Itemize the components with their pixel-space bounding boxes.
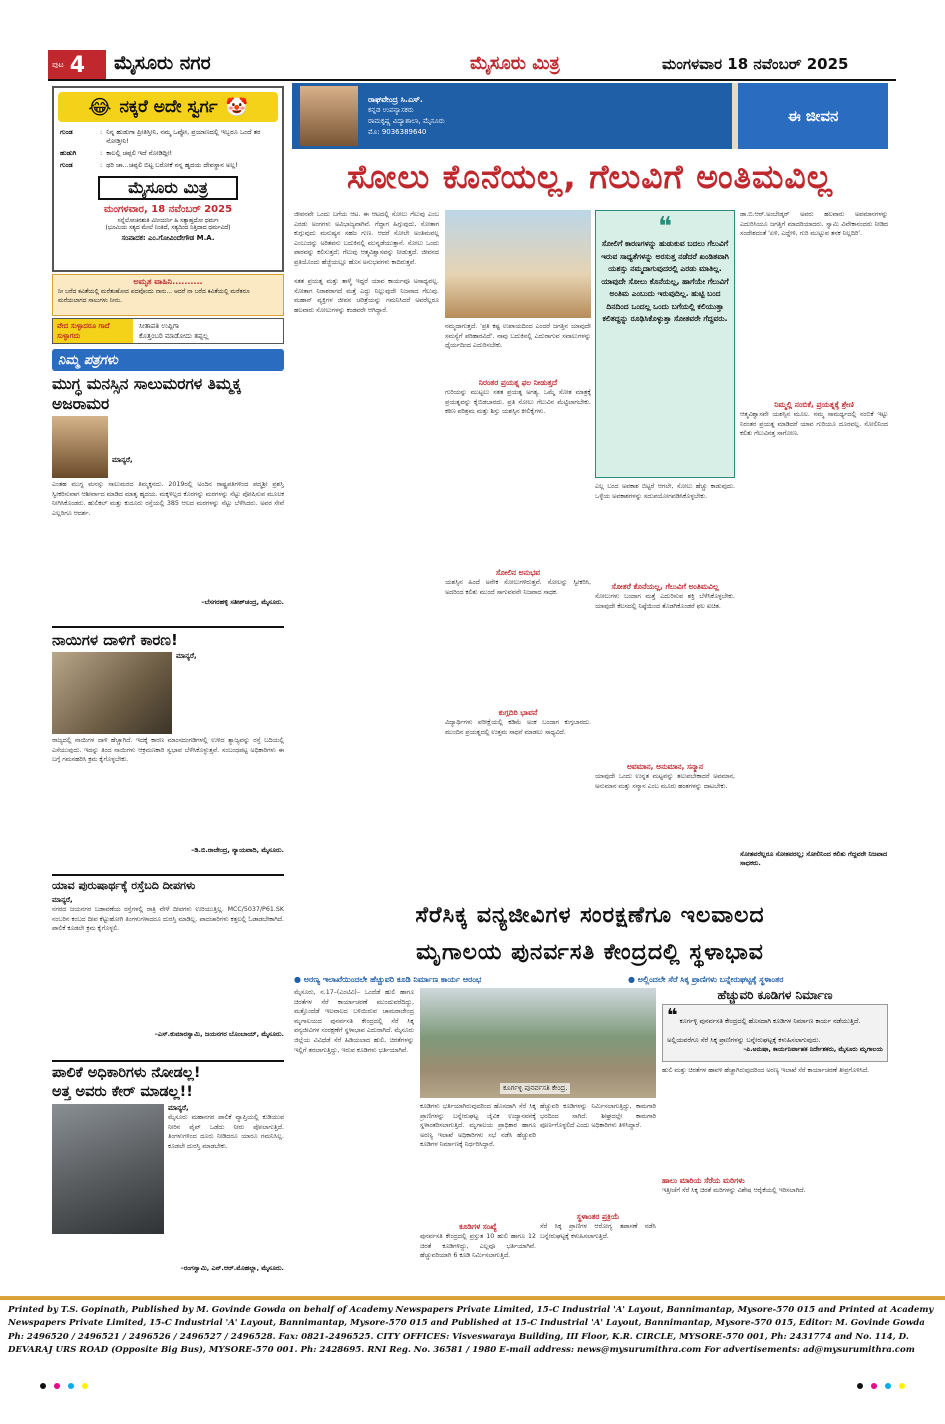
dogs-photo	[52, 652, 172, 734]
proverb-box: ವೇದ ಸುಳ್ಳಾದರೂ ಗಾದೆ ಸುಳ್ಳಾಗದು ಸೀತಾಪತಿ ಉಪ್ಪಿಗಾ ಕೊತ್ತಂಬರಿ ಮಾಡೋದು ತಪ್ಪಲ್ಲ	[52, 318, 284, 344]
photo-caption: ಕೂರ್ಗಳ್ಳಿ ಪುನರ್ವಸತಿ ಕೇಂದ್ರ.	[500, 1083, 570, 1094]
letter-3-title: ಯಾವ ಪುರುಷಾರ್ಥಕ್ಕೆ ರಸ್ತೆಬದಿ ದೀಪಗಳು	[52, 874, 284, 893]
letters-heading: ನಿಮ್ಮ ಪತ್ರಗಳು	[52, 349, 284, 371]
zoo-col-1: ಮೈಸೂರು, ನ.17–(ಎಂಟಿವಿ)– ಒಂದೆಡೆ ಹುಲಿ ಹಾಗೂ ಚಿರತೆಗಳ ಸೆರೆ ಕಾರ್ಯಾಚರಣೆ ಮುಂದುವರೆದಿದ್ದು, ಮತ್ತೊಂದೆಡೆ ಇಲವಾಲದ ಬಳಿಯಿರುವ ಚಾಮರಾಜೇಂದ್ರ ಮೃಗಾಲಯದ ಪುನರ್ವಸತಿ ಕೇಂದ್ರದಲ್ಲಿ ಸೆರೆ ಸಿಕ್ಕ ವನ್ಯಜೀವಿಗಳ ಸಂರಕ್ಷಣೆಗೆ ಸ್ಥಳಾಭಾವ ಎದುರಾಗಿದೆ. ಮೈಸೂರು ಜಿಲ್ಲೆಯ ವಿವಿಧೆಡೆ ಸೆರೆ ಹಿಡಿಯಲಾದ ಹುಲಿ, ಚಿರತೆಗಳನ್ನು ಇಲ್ಲಿಗೆ ತರಲಾಗುತ್ತಿದ್ದು, ಇರುವ ಕೂಡಿಗಳು ಭರ್ತಿಯಾಗಿವೆ.	[294, 989, 417, 1054]
zoo-box-title: ಹೆಚ್ಚುವರಿ ಕೂಡಿಗಳ ನಿರ್ಮಾಣ	[717, 988, 833, 1002]
zoo-headline-2: ಮೃಗಾಲಯ ಪುನರ್ವಸತಿ ಕೇಂದ್ರದಲ್ಲಿ ಸ್ಥಳಾಭಾವ	[416, 940, 764, 965]
comedy-box: 😂 ನಕ್ಕರೆ ಅದೇ ಸ್ವರ್ಗ 🤡 ಗುಂಡ : ನಿನ್ನ ಹುಡುಗಾ ಪ್ರೀತಿಸ್ತೀನಿ, ನಮ್ಮ ಒಪ್ಪೋ, ಪ್ರಯಾಣದಲ್ಲಿ ಇಬ್ಬರೂ ಒಂದೆ ತರ ನೋಡ್ತೀನಿ! ಹುಡುಗಿ : ಕಾಲಲ್ಲಿ ಚಪ್ಪಲಿ ಇದೆ ನೋಡಿದ್ಲೀ! ಗುಂಡ : ಥರಿ ಚಾ...ಚಪ್ಪಲಿ ಬಿಟ್ಟ ಬರೋಕೆ ನನ್ನ ಹೃದಯ ದೇವಸ್ಥಾನ ಅಲ್ಲ! ಮೈಸೂರು ಮಿತ್ರ ಮಂಗಳವಾರ, 18 ನವೆಂಬರ್ 2025 ಸನ್ನೆಲೋಚನಶುತಿ ವಿನೀಯರ್ನಿ ಹಿ ಸತ್ಯಾಹ್ತದೋ ಧರ್ಮಃ (ಭೂಮಿಯ ಸತ್ಯದ ಮೇಲೆ ನಿಂತಿದೆ, ಸತ್ಯದಿಂದ ನಿತ್ತಿದಾದ ಧರ್ಮವಿದೆ) ಸಂಪಾದಕ: ಎಂ.ಗೋವಿಂದೇಗೌಡ M.A.	[52, 86, 284, 272]
quote-mark-icon: ❝	[658, 212, 672, 242]
article-col-4: ಡಾ.ಬಿ.ಆರ್.ಅಂಬೇಡ್ಕರ್ ಅವರು ಹಲವಾರು ಅವಮಾನಗಳನ್ನು ಎದುರಿಸಿಯೂ ಜಗತ್ತಿಗೆ ಮಾದರಿಯಾದರು. ಸ್ವಾಮಿ ವಿವೇಕಾನಂದರು ನೀಡಿದ ಸಂದೇಶದಂತೆ 'ಏಳಿ, ಎದ್ದೇಳಿ, ಗುರಿ ಮುಟ್ಟುವ ತನಕ ನಿಲ್ಲದಿರಿ'. ನಿಮ್ಮಲ್ಲಿ ನಂಬಿಕೆ, ಪ್ರಯತ್ನಕ್ಕೆ ಶ್ರೇಣಿ ಆತ್ಮವಿಶ್ವಾಸವೇ ಯಶಸ್ಸಿನ ಮೂಲ. ನಮ್ಮ ಸಾಮರ್ಥ್ಯದಲ್ಲಿ ನಂಬಿಕೆ ಇಟ್ಟು ನಿರಂತರ ಪ್ರಯತ್ನ ಮಾಡಿದರೆ ಯಾವ ಗುರಿಯೂ ದೂರವಲ್ಲ. ಸೋಲಿನಿಂದ ಕಲಿತು ಗೆಲುವಿನತ್ತ ಸಾಗೋಣ. ಸೋತವರೆಲ್ಲರೂ ಸೋತವರಲ್ಲ; ಸೋಲಿನಿಂದ ಕಲಿತು ಗೆದ್ದವರೇ ನಿಜವಾದ ಸಾಧಕರು.	[740, 211, 891, 867]
sidebox-date: ಮಂಗಳವಾರ, 18 ನವೆಂಬರ್ 2025	[103, 204, 233, 215]
amrutha-box: ಅಮೃತ ವಾಹಿನಿ.......... ನೀ ಬರೆದ ಕವಿತೆಯಲ್ಲಿ ಮರೆತುಹೋದ ಪದವೊಂದು ನಾನು... ಆದರೆ ನಾ ಬರೆದ ಕವಿತೆಯಲ್ಲಿ ಮರೆತರೂ ಮರೆಯಲಾಗದ ಸಾಲುಗಳು ನೀನು.	[52, 274, 284, 316]
article-col-1: ಜೀವನವೇ ಒಂದು ಬಗೆಯ ಆಟ. ಈ ಆಟದಲ್ಲಿ ಸೋಲು ಗೆಲುವು ಎಂಬ ಎರಡು ಅಂಗಗಳು ಅವಿಭಾಜ್ಯವಾಗಿವೆ. ಗೆದ್ದಾಗ ಹಿಗ್ಗುವುದು, ಸೋತಾಗ ಕುಗ್ಗುವುದು ಮನುಷ್ಯನ ಸಹಜ ಗುಣ. ಆದರೆ ಸೋಲೇ ಅಂತಿಮವಲ್ಲ ಎಂಬುದನ್ನು ಅರಿತವನು ಬದುಕಿನಲ್ಲಿ ಮುನ್ನಡೆಯುತ್ತಾನೆ. ಸೋಲು ಒಂದು ಪಾಠವನ್ನು ಕಲಿಸುತ್ತದೆ; ಗೆಲುವು ಆತ್ಮವಿಶ್ವಾಸವನ್ನು ನೀಡುತ್ತದೆ. ಜೀವನದ ಪ್ರತಿಯೊಂದು ಹೆಜ್ಜೆಯಲ್ಲೂ ಹೊಸ ಅನುಭವಗಳು ಕಾದಿರುತ್ತವೆ. ಸತತ ಪ್ರಯತ್ನ ಮತ್ತು ತಾಳ್ಮೆ ಇದ್ದರೆ ಯಾವ ಕಾರ್ಯವೂ ಅಸಾಧ್ಯವಲ್ಲ. ಸೋತಾಗ ನಿರಾಶರಾಗದೆ ಮತ್ತೆ ಎದ್ದು ನಿಲ್ಲುವುದೇ ನಿಜವಾದ ಗೆಲುವು. ಮಹಾನ್ ವ್ಯಕ್ತಿಗಳ ಜೀವನ ಚರಿತ್ರೆಯನ್ನು ಗಮನಿಸಿದರೆ ಅವರೆಲ್ಲರೂ ಹಲವಾರು ಸೋಲುಗಳನ್ನು ಕಂಡವರೇ ಆಗಿದ್ದಾರೆ.	[294, 211, 439, 314]
zoo-quote-box: ❝ ಕೂರ್ಗಳ್ಳಿ ಪುನರ್ವಸತಿ ಕೇಂದ್ರದಲ್ಲಿ ಹೊಸದಾಗಿ ಕೂಡಿಗಳ ನಿರ್ಮಾಣ ಕಾರ್ಯ ನಡೆಯುತ್ತಿದೆ. ಅಲ್ಲಿಯವರೆಗೂ ಸೆರೆ ಸಿಕ್ಕ ಪ್ರಾಣಿಗಳನ್ನು ಬನ್ನೇರುಘಟ್ಟಕ್ಕೆ ಕಳುಹಿಸಲಾಗುವುದು. –ಪಿ.ಅನುಷಾ, ಕಾರ್ಯನಿರ್ವಾಹಕ ನಿರ್ದೇಶಕರು, ಮೈಸೂರು ಮೃಗಾಲಯ	[662, 1004, 888, 1062]
quote-mark-icon: ❝	[667, 1005, 678, 1026]
cartoon-icon: 🤡	[225, 96, 248, 118]
letter-1: ಮುಗ್ಧ ಮನಸ್ಸಿನ ಸಾಲುಮರಗಳ ತಿಮ್ಮಕ್ಕ ಅಜರಾಮರ ಮಾನ್ಯರೆ, ಎಂತಹ ಮುಗ್ಧ ಮನಸ್ಸು ಸಾಲುಮರದ ತಿಮ್ಮಕ್ಕನದು. 2019ರಲ್ಲಿ ಅಂದಿನ ರಾಷ್ಟ್ರಪತಿಗಳಿಂದ ಪದ್ಮಶ್ರೀ ಪ್ರಶಸ್ತಿ ಸ್ವೀಕರಿಸುವಾಗ ಆಶೀರ್ವಾದ ಮಾಡಿದ ಮಾತೃ ಹೃದಯ. ಮಕ್ಕಳಿಲ್ಲದ ಕೊರಗನ್ನು ಮರಗಳನ್ನು ನೆಟ್ಟು ಪೋಷಿಸುವ ಮೂಲಕ ನೀಗಿಸಿಕೊಂಡರು. ಹುಲಿಕಲ್ ಮತ್ತು ಕುದೂರು ರಸ್ತೆಯಲ್ಲಿ 385 ಆಲದ ಮರಗಳನ್ನು ನೆಟ್ಟು ಬೆಳೆಸಿದರು. ಅವರ ಸೇವೆ ಎಲ್ಲರಿಗೂ ಆದರ್ಶ. –ಬೆಸಗರಹಳ್ಳಿ ಸತೀಶ್‌ಚಂದ್ರ, ಮೈಸೂರು.	[52, 375, 287, 606]
zoo-subhead-1: ● ಅರಣ್ಯ ಇಲಾಖೆಯಿಂದಲೇ ಹೆಚ್ಚುವರಿ ಕೂಡಿ ನಿರ್ಮಾಣ ಕಾರ್ಯ ಆರಂಭ	[294, 975, 482, 984]
laughing-face-icon: 😂	[88, 95, 112, 119]
zoo-col-3: ಹೆಚ್ಚುವರಿ ಕೂಡಿಗಳನ್ನು ನಿರ್ಮಿಸಲಾಗುತ್ತಿದ್ದು, ಕಾಮಗಾರಿ ಭರದಿಂದ ಸಾಗಿದೆ. ಶೀಘ್ರದಲ್ಲೇ ಕಾಮಗಾರಿ ಪೂರ್ಣಗೊಳ್ಳಲಿದೆ ಎಂದು ಅಧಿಕಾರಿಗಳು ತಿಳಿಸಿದ್ದಾರೆ. ಸ್ಥಳಾಂತರ ಪ್ರಕ್ರಿಯೆ ಸೆರೆ ಸಿಕ್ಕ ಪ್ರಾಣಿಗಳ ಆರೋಗ್ಯ ತಪಾಸಣೆ ನಡೆಸಿ ಬನ್ನೇರುಘಟ್ಟಕ್ಕೆ ಕಳುಹಿಸಲಾಗುತ್ತಿದೆ.	[540, 1103, 659, 1240]
zoo-col-2: ಕೂಡಿಗಳು ಭರ್ತಿಯಾಗಿರುವುದರಿಂದ ಹೊಸದಾಗಿ ಸೆರೆ ಸಿಕ್ಕ ಪ್ರಾಣಿಗಳನ್ನು ಬನ್ನೇರುಘಟ್ಟ ಜೈವಿಕ ಉದ್ಯಾನವನಕ್ಕೆ ಸ್ಥಳಾಂತರಿಸಲಾಗುತ್ತಿದೆ. ಮೃಗಾಲಯ ಪ್ರಾಧಿಕಾರ ಹಾಗೂ ಅರಣ್ಯ ಇಲಾಖೆ ಅಧಿಕಾರಿಗಳು ಸಭೆ ನಡೆಸಿ ಹೆಚ್ಚುವರಿ ಕೂಡಿಗಳ ನಿರ್ಮಾಣಕ್ಕೆ ನಿರ್ಧರಿಸಿದ್ದಾರೆ. ಕೂಡಿಗಳ ಸಂಖ್ಯೆ ಪುನರ್ವಸತಿ ಕೇಂದ್ರದಲ್ಲಿ ಪ್ರಸ್ತುತ 10 ಹುಲಿ ಹಾಗೂ 12 ಚಿರತೆ ಕೂಡಿಗಳಿದ್ದು, ಎಲ್ಲವೂ ಭರ್ತಿಯಾಗಿವೆ. ಹೆಚ್ಚುವರಿಯಾಗಿ 6 ಕೂಡಿ ನಿರ್ಮಿಸಲಾಗುತ್ತಿದೆ.	[420, 1103, 539, 1260]
letter-3: ಯಾವ ಪುರುಷಾರ್ಥಕ್ಕೆ ರಸ್ತೆಬದಿ ದೀಪಗಳು ಮಾನ್ಯರೆ, ನಗರದ ಜಯನಗರ ಬಡಾವಣೆಯ ರಸ್ತೆಗಳಲ್ಲಿ ರಾತ್ರಿ ವೇಳೆ ದೀಪಗಳು ಉರಿಯುತ್ತಿಲ್ಲ. MCC/5037/P61.SK ನಂಬರಿನ ಕಂಬದ ದೀಪ ಕೆಟ್ಟುಹೋಗಿ ತಿಂಗಳುಗಳಾದರೂ ದುರಸ್ತಿ ಮಾಡಿಲ್ಲ. ಪಾದಚಾರಿಗಳು ಕತ್ತಲಲ್ಲಿ ಓಡಾಡಬೇಕಾಗಿದೆ. ಪಾಲಿಕೆ ಕೂಡಲೇ ಕ್ರಮ ಕೈಗೊಳ್ಳಲಿ. –ಎಸ್.ಕುಮಾರಸ್ವಾಮಿ, ಜಯನಗರ ಬೊಂಬಾಯ್, ಮೈಸೂರು.	[52, 874, 284, 1056]
sidebox-logo: ಮೈಸೂರು ಮಿತ್ರ	[98, 176, 238, 200]
masthead-logo: ಮೈಸೂರು ಮಿತ್ರ	[470, 53, 560, 74]
thimmakka-photo	[52, 416, 108, 478]
masthead-date: ಮಂಗಳವಾರ 18 ನವೆಂಬರ್ 2025	[662, 55, 849, 73]
article-col-3: ಎಲ್ಲ ಬಂದ ಅವಕಾಶ ಬಿಟ್ಟರೆ ಆಗಲೇ, ಸೋಲು ಹೆಚ್ಚು ಕಾಡುವುದು. ಒಳ್ಳೆಯ ಅವಕಾಶಗಳನ್ನು ಸದುಪಯೋಗಪಡಿಸಿಕೊಳ್ಳಬೇಕು. ಸೋತರೆ ಕೊನೆಯಲ್ಲ, ಗೆಲುವಿಗೆ ಅಂತಿಮವಿಲ್ಲ ಸೋಲುಗಳು ಬಂದಾಗ ಮತ್ತೆ ಎದುರಿಸುವ ಶಕ್ತಿ ಬೆಳೆಸಿಕೊಳ್ಳಬೇಕು. ಯಾವುದೇ ಕೆಲಸದಲ್ಲಿ ನಿಷ್ಠೆಯಿಂದ ತೊಡಗಿಕೊಂಡರೆ ಫಲ ಖಚಿತ. ಅವಮಾನ, ಅನುಮಾನ, ಸನ್ಮಾನ ಯಾವುದೇ ಒಂದು ಉನ್ನತ ಮಟ್ಟವನ್ನು ತಲುಪಬೇಕಾದರೆ ಅವಮಾನ, ಅನುಮಾನ ಮತ್ತು ಸನ್ಮಾನ ಎಂಬ ಮೂರು ಹಂತಗಳನ್ನು ದಾಟಬೇಕು.	[595, 483, 738, 790]
registration-marks	[0, 1374, 945, 1393]
letter-2: ನಾಯಿಗಳ ದಾಳಿಗೆ ಕಾರಣ! ಮಾನ್ಯರೆ, ರಾಜ್ಯದಲ್ಲಿ ನಾಯಿಗಳ ದಾಳಿ ಹೆಚ್ಚಾಗಿದೆ. ಇದಕ್ಕೆ ಕಾರಣ ಮಾಂಸದಂಗಡಿಗಳಲ್ಲಿ ಉಳಿದ ತ್ಯಾಜ್ಯವನ್ನು ರಸ್ತೆ ಬದಿಯಲ್ಲಿ ಎಸೆಯುವುದು. ಇದನ್ನು ತಿಂದ ನಾಯಿಗಳು ಆಕ್ರಮಣಕಾರಿ ಸ್ವಭಾವ ಬೆಳೆಸಿಕೊಳ್ಳುತ್ತವೆ. ಸಂಬಂಧಪಟ್ಟ ಅಧಿಕಾರಿಗಳು ಈ ಬಗ್ಗೆ ಗಮನಹರಿಸಿ ಕ್ರಮ ಕೈಗೊಳ್ಳಬೇಕು. –ಡಿ.ಬಿ.ರಾಜೇಂದ್ರ, ನ್ಯಾಯವಾದಿ, ಮೈಸೂರು.	[52, 626, 284, 870]
water-leak-photo	[52, 1104, 164, 1234]
article-col-2: ನಮ್ಮದಾಗುತ್ತದೆ. 'ಪ್ರತಿ ಕಷ್ಟ ಉಪಾಯದಿಂದ ಎಂದರೆ ಜಗತ್ತಿನ ಯಾವುದೇ ಸಮಸ್ಯೆಗೆ ಪರಿಹಾರವಿದೆ'. ನಾವು ಬದುಕಿನಲ್ಲಿ ಎದುರಾಗುವ ಸವಾಲುಗಳನ್ನು ಧೈರ್ಯದಿಂದ ಎದುರಿಸಬೇಕು. ನಿರಂತರ ಪ್ರಯತ್ನ ಫಲ ನೀಡುತ್ತದೆ ಗುರಿಯನ್ನು ಮುಟ್ಟಲು ಸತತ ಪ್ರಯತ್ನ ಅಗತ್ಯ. ಒಮ್ಮೆ ಸೋತ ಮಾತ್ರಕ್ಕೆ ಪ್ರಯತ್ನವನ್ನು ಕೈಬಿಡಬಾರದು. ಪ್ರತಿ ಸೋಲು ಗೆಲುವಿನ ಮೆಟ್ಟಿಲಾಗಬೇಕು. ಕಠಿಣ ಪರಿಶ್ರಮ ಮತ್ತು ಶಿಸ್ತು ಯಶಸ್ಸಿನ ಕೀಲಿಕೈಗಳು. ಸೋಲಿನ ಅನುಭವ ಯಶಸ್ಸಿನ ಹಿಂದೆ ಅನೇಕ ಸೋಲುಗಳಿರುತ್ತವೆ. ಸೋಲನ್ನು ಸ್ವೀಕರಿಸಿ, ಅದರಿಂದ ಕಲಿತು ಮುಂದೆ ಸಾಗುವವನೇ ನಿಜವಾದ ಸಾಧಕ. ಕುಗ್ಗದಿರಿ ಭಾವನೆ ವಿದ್ಯಾರ್ಥಿಗಳು ಪರೀಕ್ಷೆಯಲ್ಲಿ ಕಡಿಮೆ ಅಂಕ ಬಂದಾಗ ಕುಗ್ಗಬಾರದು. ಮುಂದಿನ ಪ್ರಯತ್ನದಲ್ಲಿ ಉತ್ತಮ ಸಾಧನೆ ಮಾಡಲು ಸಾಧ್ಯವಿದೆ.	[445, 323, 594, 736]
section-name: ಮೈಸೂರು ನಗರ	[114, 52, 211, 74]
author-box: ರಾಘವೇಂದ್ರ ಸಿ.ಎಸ್. ಕನ್ನಡ ಉಪನ್ಯಾಸಕರು ರಾಮಕೃಷ್ಣ ವಿದ್ಯಾಶಾಲಾ, ಮೈಸೂರು ಮೊ: 9036389640	[292, 83, 732, 149]
zoo-subhead-2: ● ಅಲ್ಲಿಂದಲೇ ಸೆರೆ ಸಿಕ್ಕ ಪ್ರಾಣಿಗಳು ಬನ್ನೇರುಘಟ್ಟಕ್ಕೆ ಸ್ಥಳಾಂತರ	[628, 975, 784, 984]
letter-1-title: ಮುಗ್ಧ ಮನಸ್ಸಿನ ಸಾಲುಮರಗಳ ತಿಮ್ಮಕ್ಕ ಅಜರಾಮರ	[52, 375, 242, 413]
pull-quote: ❝ ಸೋಲಿಗೆ ಕಾರಣಗಳನ್ನು ಹುಡುಕುವ ಬದಲು ಗೆಲುವಿಗೆ ಇರುವ ಸಾಧ್ಯತೆಗಳನ್ನು ಅರಸುತ್ತ ನಡೆದರೆ ಖಂಡಿತವಾಗಿ ಯಶಸ್ಸು ನಮ್ಮದಾಗುವುದರಲ್ಲಿ ಎರಡು ಮಾತಿಲ್ಲ. ಯಾವುದೇ ಸೋಲು ಕೊನೆಯಲ್ಲ, ಹಾಗೆಯೇ ಗೆಲುವಿಗೆ ಅಂತಿಮ ಎಂಬುದು ಇರುವುದಿಲ್ಲ. ಹುಟ್ಟಿ ಬಂದ ದಿನದಿಂದ ಒಂದಲ್ಲ ಒಂದು ಬಗೆಯಲ್ಲಿ ಕಲಿಯುತ್ತಾ ಕಲಿತದ್ದನ್ನು ರೂಢಿಸಿಕೊಳ್ಳುತ್ತಾ ಸೋತವರೇ ಗೆದ್ದವರು.	[595, 210, 735, 478]
masthead-rule	[48, 79, 896, 81]
rehab-centre-photo	[420, 988, 656, 1098]
letter-4: ಪಾಲಿಕೆ ಅಧಿಕಾರಿಗಳು ನೋಡಲ್ಲ! ಅತ್ತ ಅವರು ಕೇರ್ ಮಾಡಲ್ಲ!! ಮಾನ್ಯರೆ, ಮೈಸೂರು ಮಹಾನಗರ ಪಾಲಿಕೆ ವ್ಯಾಪ್ತಿಯಲ್ಲಿ ಕುಡಿಯುವ ನೀರಿನ ಪೈಪ್ ಒಡೆದು ನೀರು ಪೋಲಾಗುತ್ತಿದೆ. ತಿಂಗಳುಗಳಿಂದ ದೂರು ನೀಡಿದರೂ ಯಾರೂ ಗಮನಿಸಿಲ್ಲ. ಕೂಡಲೇ ದುರಸ್ತಿ ಮಾಡಬೇಕು. –ರಂಗಸ್ವಾಮಿ, ಎನ್.ಆರ್.ಮೊಹಲ್ಲಾ, ಮೈಸೂರು.	[52, 1060, 284, 1296]
comedy-title-banner: 😂 ನಕ್ಕರೆ ಅದೇ ಸ್ವರ್ಗ 🤡	[58, 92, 278, 122]
footer-bar	[0, 1296, 945, 1300]
author-photo	[300, 86, 358, 146]
zoo-col-4: ಹುಲಿ ಮತ್ತು ಚಿರತೆಗಳ ಹಾವಳಿ ಹೆಚ್ಚಾಗಿರುವುದರಿಂದ ಅರಣ್ಯ ಇಲಾಖೆ ಸೆರೆ ಕಾರ್ಯಾಚರಣೆ ತೀವ್ರಗೊಳಿಸಿದೆ. ಹಾಲು ಮಾರಿಯ ಸೆರೆಯ ಮರಿಗಳು ಇತ್ತೀಚೆಗೆ ಸೆರೆ ಸಿಕ್ಕ ಚಿರತೆ ಮರಿಗಳನ್ನು ವಿಶೇಷ ಆರೈಕೆಯಲ್ಲಿ ಇರಿಸಲಾಗಿದೆ.	[662, 1067, 870, 1194]
imprint: Printed by T.S. Gopinath, Published by M. Govinde Gowda on behalf of Academy Newspapers Private Limited, 15-C Industrial 'A' Layout, Bannimantap, Mysore-570 015 and Printed at Academy Newspapers Private Limited, 15-C Industrial 'A' Layout, Bannimantap, Mysore-570 015 and Published at 15-C Industrial 'A' Layout, Bannimantap, Mysore-570 015, Editor: M. Govinde Gowda Ph: 2496520 / 2496521 / 2496526 / 2496527 / 2496528. Fax: 0821-2496525. CITY OFFICES: Visveswaraya Building, III Floor, K.R. CIRCLE, MYSORE-570 001, Ph: 2431774 and No. 114, D. DEVARAJ URS ROAD (Opposite Big Bus), MYSORE-570 001. Ph: 2428695. RNI Reg. No. 36581 / 1980 E-mail address: news@mysurumithra.com For advertisements: ad@mysurumithra.com	[8, 1305, 934, 1356]
triumph-photo	[445, 210, 591, 318]
letter-4-subtitle: ಅತ್ತ ಅವರು ಕೇರ್ ಮಾಡಲ್ಲ!!	[52, 1084, 193, 1100]
letter-4-title: ಪಾಲಿಕೆ ಅಧಿಕಾರಿಗಳು ನೋಡಲ್ಲ!	[52, 1060, 284, 1083]
zoo-headline-1: ಸೆರೆಸಿಕ್ಕ ವನ್ಯಜೀವಿಗಳ ಸಂರಕ್ಷಣೆಗೂ ಇಲವಾಲದ	[415, 903, 765, 928]
column-tag: ಈ ಜೀವನ	[732, 83, 888, 149]
letter-2-title: ನಾಯಿಗಳ ದಾಳಿಗೆ ಕಾರಣ!	[52, 626, 284, 650]
page-number-badge: ಪುಟ 4	[48, 50, 106, 80]
main-headline: ಸೋಲು ಕೊನೆಯಲ್ಲ, ಗೆಲುವಿಗೆ ಅಂತಿಮವಿಲ್ಲ	[346, 157, 834, 196]
